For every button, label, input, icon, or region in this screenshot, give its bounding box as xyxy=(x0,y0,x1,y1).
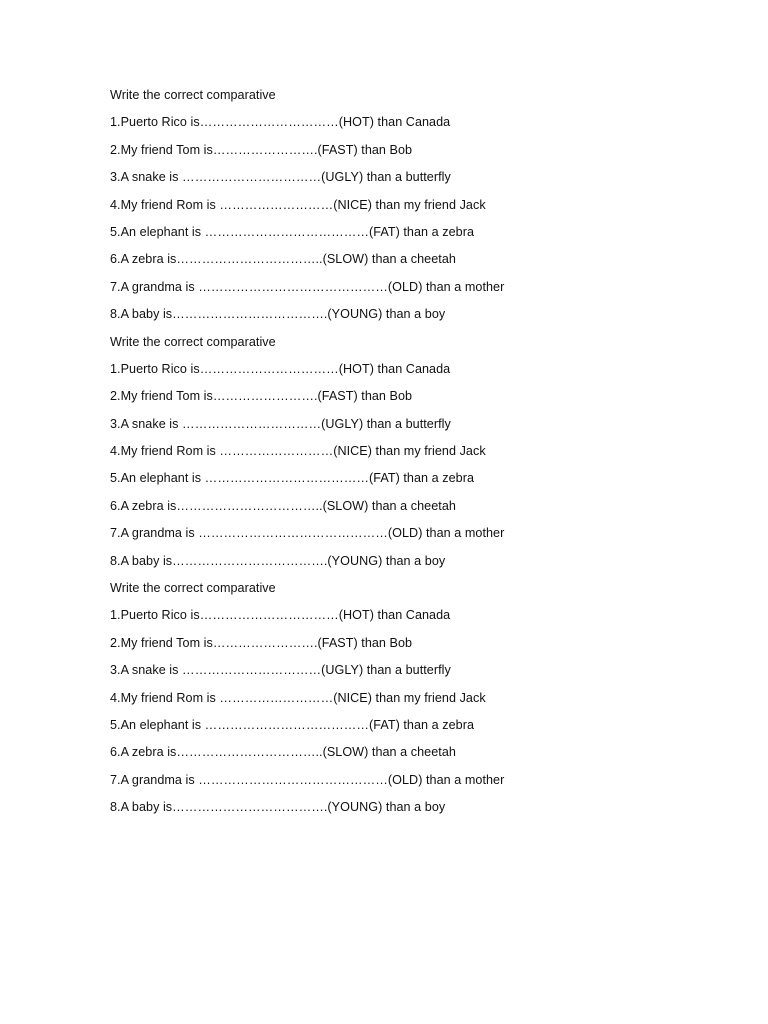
exercise-sentence-1: 1.Puerto Rico is……………………………(HOT) than Canada xyxy=(110,608,451,623)
exercise-sentence-3: 3.A snake is ……………………………(UGLY) than a butterfly xyxy=(110,663,451,678)
worksheet-body xyxy=(110,85,730,825)
exercise-sentence-6: 6.A zebra is……………………………..(SLOW) than a cheetah xyxy=(110,745,456,760)
exercise-sentence-5: 5.An elephant is …………………………………(FAT) than a zebra xyxy=(110,224,474,239)
exercise-sentence-4: 4.My friend Rom is ………………………(NICE) than my friend Jack xyxy=(110,197,486,212)
exercise-sentence-8: 8.A baby is……………………………….(YOUNG) than a boy xyxy=(110,800,446,815)
exercise-sentence-6: 6.A zebra is……………………………..(SLOW) than a cheetah xyxy=(110,252,456,267)
exercise-sentence-7: 7.A grandma is ………………………………………(OLD) than a mother xyxy=(110,279,505,294)
exercise-sentence-2: 2.My friend Tom is…………………….(FAST) than Bob xyxy=(110,142,413,157)
exercise-block-2 xyxy=(110,332,730,579)
exercise-sentence-6: 6.A zebra is……………………………..(SLOW) than a cheetah xyxy=(110,498,456,513)
exercise-sentence-2: 2.My friend Tom is…………………….(FAST) than Bob xyxy=(110,635,413,650)
exercise-block-3 xyxy=(110,578,730,825)
exercise-sentence-1: 1.Puerto Rico is……………………………(HOT) than Canada xyxy=(110,361,451,376)
exercise-sentence-1: 1.Puerto Rico is……………………………(HOT) than Canada xyxy=(110,115,451,130)
exercise-sentence-2: 2.My friend Tom is…………………….(FAST) than Bob xyxy=(110,389,413,404)
exercise-sentence-3: 3.A snake is ……………………………(UGLY) than a butterfly xyxy=(110,416,451,431)
exercise-heading: Write the correct comparative xyxy=(110,88,276,102)
exercise-sentence-4: 4.My friend Rom is ………………………(NICE) than my friend Jack xyxy=(110,444,486,459)
exercise-sentence-5: 5.An elephant is …………………………………(FAT) than a zebra xyxy=(110,717,474,732)
exercise-sentence-7: 7.A grandma is ………………………………………(OLD) than a mother xyxy=(110,772,505,787)
exercise-heading: Write the correct comparative xyxy=(110,581,276,596)
exercise-sentence-5: 5.An elephant is …………………………………(FAT) than a zebra xyxy=(110,471,474,486)
exercise-sentence-3: 3.A snake is ……………………………(UGLY) than a butterfly xyxy=(110,170,451,185)
exercise-sentence-7: 7.A grandma is ………………………………………(OLD) than a mother xyxy=(110,526,505,541)
exercise-heading: Write the correct comparative xyxy=(110,334,276,349)
exercise-sentence-8: 8.A baby is……………………………….(YOUNG) than a boy xyxy=(110,307,446,322)
exercise-block-1 xyxy=(110,85,730,332)
exercise-sentence-4: 4.My friend Rom is ………………………(NICE) than my friend Jack xyxy=(110,690,486,705)
exercise-sentence-8: 8.A baby is……………………………….(YOUNG) than a boy xyxy=(110,553,446,568)
